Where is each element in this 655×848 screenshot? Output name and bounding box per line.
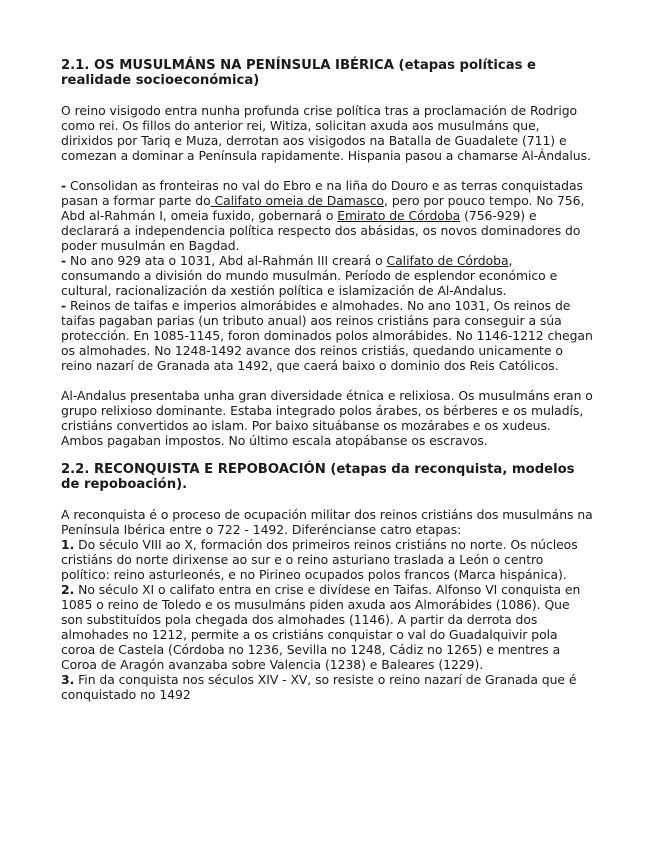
link-califato-omeia-damasco[interactable]: Califato omeia de Damasco <box>210 193 385 208</box>
stage-2 <box>61 582 595 672</box>
section-2-heading: 2.2. RECONQUISTA E REPOBOACIÓN (etapas da reconquista, modelos de repoboación). <box>61 462 575 492</box>
bullet-marker: - <box>61 178 67 193</box>
bullet-califato-cordoba <box>61 253 595 298</box>
stage-text: Do século VIII ao X, formación dos primeiros reinos cristiáns no norte. Os núcleos cristiáns do norte dirixense ao sur e o reino asturiano traslada a León o centro político: reino asturleonés, e no Pirineo ocupados polos francos (Marca hispánica). <box>61 537 578 582</box>
stage-text: Fin da conquista nos séculos XIV - XV, so resiste o reino nazarí de Granada que é conquistado no 1492 <box>61 672 577 702</box>
stage-1 <box>61 537 595 582</box>
stage-number: 1. <box>61 537 75 552</box>
stage-number: 2. <box>61 582 75 597</box>
bullet-text: , consumando a división do mundo musulmán. Período de esplendor económico e cultural, racionalización da xestión política e islamización de Al-Andalus. <box>61 253 558 298</box>
bullet-text: , pero por pouco tempo. No 756, Abd al-Rahmán I, omeia fuxido, gobernará o <box>61 193 585 223</box>
section-1-heading: 2.1. OS MUSULMÁNS NA PENÍNSULA IBÉRICA (etapas políticas e realidade socioeconómica) <box>61 58 536 88</box>
stage-number: 3. <box>61 672 75 687</box>
link-emirato-cordoba[interactable]: Emirato de Córdoba <box>337 208 461 223</box>
bullet-reinos-taifas <box>61 298 595 373</box>
bullet-califato-omeia <box>61 178 595 253</box>
bullet-text: Consolidan as fronteiras no val do Ebro e na liña do Douro e as terras conquistadas pasan a formar parte do <box>61 178 583 208</box>
link-califato-cordoba[interactable]: Califato de Córdoba <box>386 253 509 268</box>
stage-3 <box>61 672 595 702</box>
society-paragraph: Al-Andalus presentaba unha gran diversidade étnica e relixiosa. Os musulmáns eran o grupo relixioso dominante. Estaba integrado polos árabes, os bérberes e os muladís, cristiáns convertidos ao islam. Por baixo situábanse os mozárabes e os xudeus. Ambos pagaban impostos. No último escala atopábanse os escravos. <box>61 388 593 448</box>
section-2-intro-paragraph: A reconquista é o proceso de ocupación militar dos reinos cristiáns dos musulmáns na Península Ibérica entre o 722 - 1492. Diferéncianse catro etapas: <box>61 507 593 537</box>
bullet-marker: - <box>61 253 67 268</box>
bullet-text: Reinos de taifas e imperios almorábides e almohades. No ano 1031, Os reinos de taifas pagaban parias (un tributo anual) aos reinos cristiáns para conseguir a súa protección. En 1085-1145, foron dominados polos almorábides. No 1146-1212 chegan os almohades. No 1248-1492 avance dos reinos cristiás, quedando unicamente o reino nazarí de Granada ata 1492, que caerá baixo o dominio dos Reis Católicos. <box>61 298 593 373</box>
section-1-intro-paragraph: O reino visigodo entra nunha profunda crise política tras a proclamación de Rodrigo como rei. Os fillos do anterior rei, Witiza, solicitan axuda aos musulmáns que, dirixidos por Tariq e Muza, derrotan aos visigodos na Batalla de Guadalete (711) e comezan a dominar a Península rapidamente. Hispania pasou a chamarse Al-Ándalus. <box>61 103 591 163</box>
bullet-text: No ano 929 ata o 1031, Abd al-Rahmán III creará o <box>66 253 387 268</box>
bullet-text: (756-929) e declarará a independencia política respecto dos abásidas, os novos dominadores do poder musulmán en Bagdad. <box>61 208 581 253</box>
stage-text: No século XI o califato entra en crise e divídese en Taifas. Alfonso VI conquista en 1085 o reino de Toledo e os musulmáns piden axuda aos Almorábides (1086). Que son substituídos pola chegada dos almohades (1146). A partir da derrota dos almohades no 1212, permite a os cristiáns conquistar o val do Guadalquivir pola coroa de Castela (Córdoba no 1236, Sevilla no 1248, Cádiz no 1265) e mentres a Coroa de Aragón avanzaba sobre Valencia (1238) e Baleares (1229). <box>61 582 581 672</box>
bullet-marker: - <box>61 298 67 313</box>
